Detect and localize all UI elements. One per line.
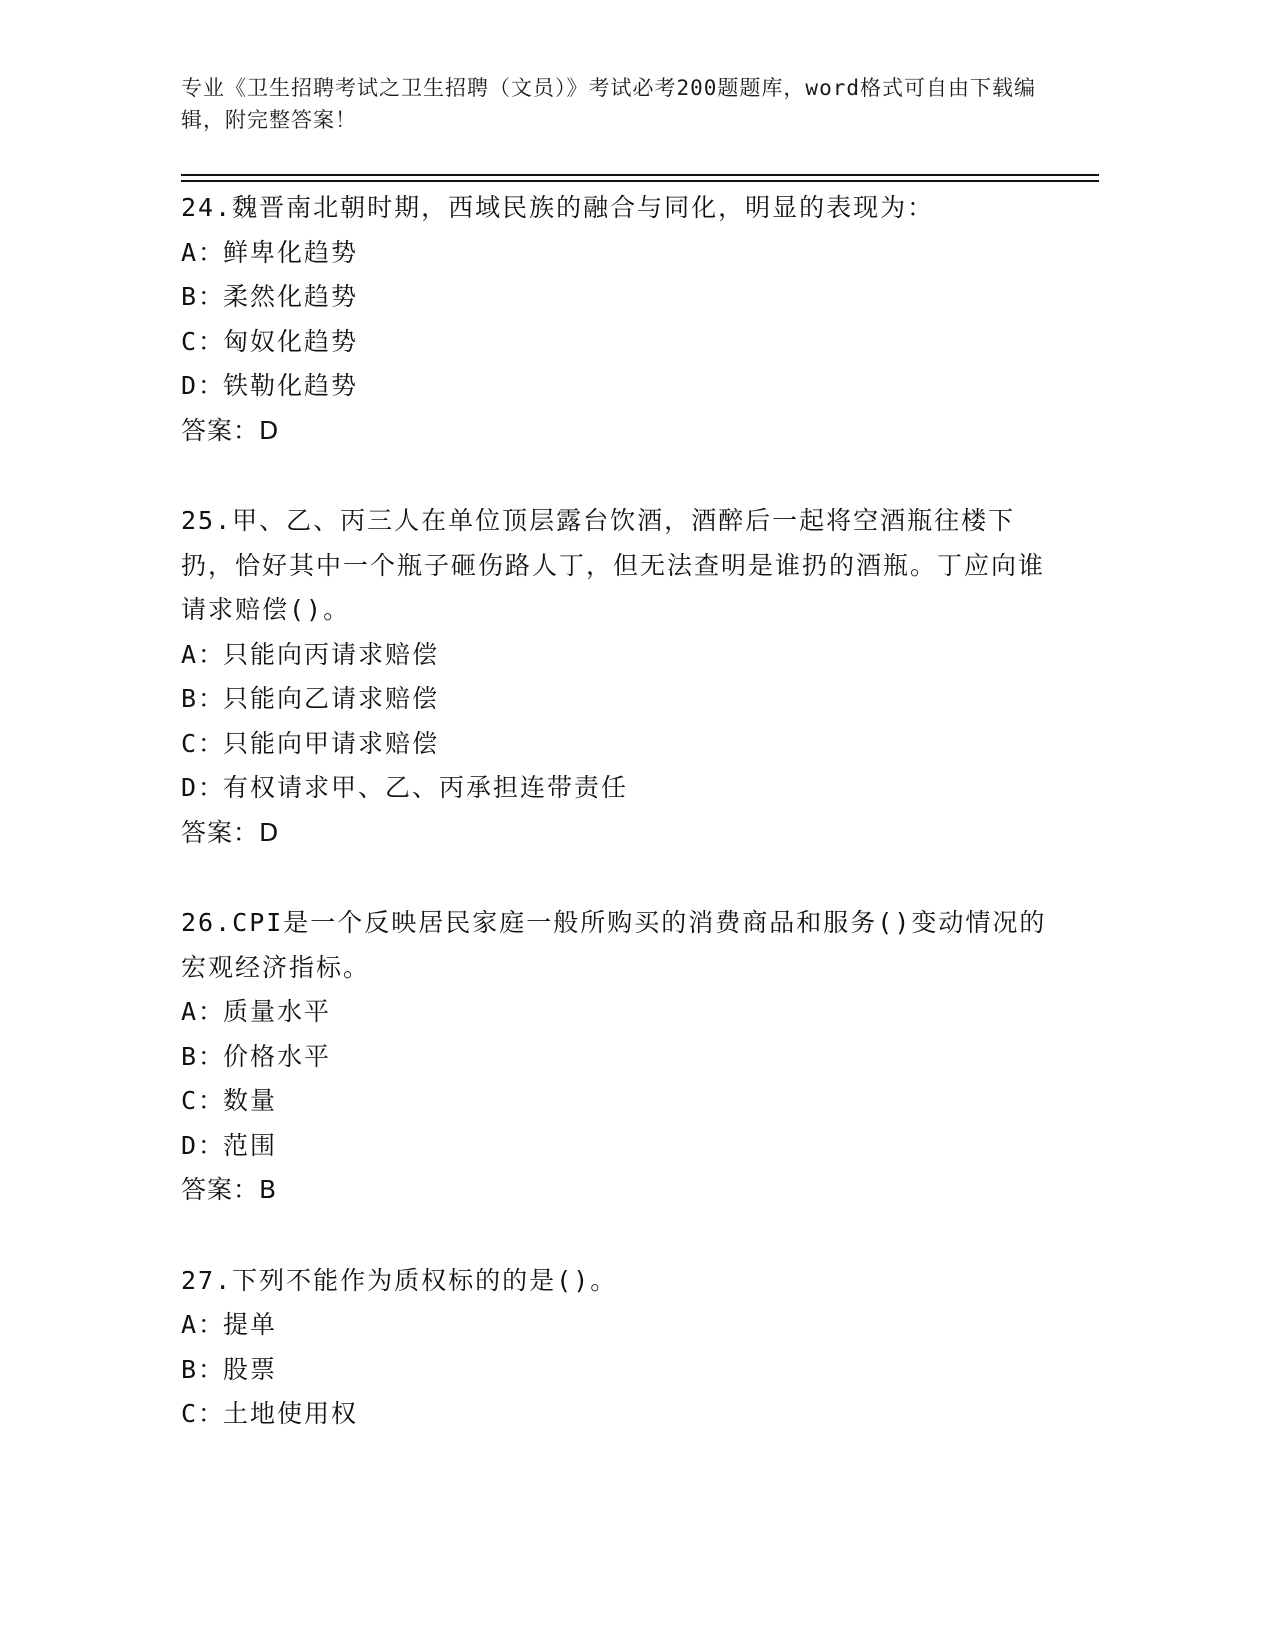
option-key: D： (181, 371, 226, 400)
question-stem: 27.下列不能作为质权标的的是()。 (181, 1265, 618, 1295)
question-stem: 24.魏晋南北朝时期，西域民族的融合与同化，明显的表现为： (181, 193, 935, 222)
option-text: 有权请求甲、乙、丙承担连带责任 (223, 773, 629, 802)
answer-line: 答案：D (181, 415, 280, 445)
option-b (181, 677, 1061, 722)
answer-line: 答案：D (181, 817, 280, 847)
option-text: 价格水平 (223, 1041, 332, 1071)
option-text: 质量水平 (223, 997, 332, 1026)
option-d (181, 1124, 1061, 1169)
option-key: B： (181, 1041, 226, 1071)
option-c (181, 1079, 1061, 1124)
option-key: B： (181, 282, 226, 311)
option-a (181, 633, 1061, 678)
option-key: B： (181, 1354, 226, 1384)
option-text: 只能向乙请求赔偿 (223, 684, 440, 713)
option-b (181, 1035, 1061, 1080)
document-intro: 专业《卫生招聘考试之卫生招聘（文员）》考试必考200题题库，word格式可自由下载编辑，附完整答案！ (181, 76, 1036, 132)
option-text: 柔然化趋势 (223, 282, 359, 311)
question-25 (181, 499, 1061, 855)
option-key: A： (181, 237, 226, 267)
option-text: 提单 (223, 1310, 278, 1339)
option-key: B： (181, 684, 226, 713)
option-c (181, 722, 1061, 767)
option-key: C： (181, 1399, 226, 1428)
option-text: 匈奴化趋势 (223, 326, 359, 356)
option-key: C： (181, 1086, 226, 1115)
option-d (181, 766, 1061, 811)
option-key: D： (181, 773, 226, 802)
option-text: 土地使用权 (223, 1399, 359, 1428)
option-key: C： (181, 326, 226, 356)
question-stem: 26.CPI是一个反映居民家庭一般所购买的消费商品和服务()变动情况的宏观经济指标。 (181, 908, 1047, 982)
header-divider-top (181, 174, 1099, 176)
option-c (181, 320, 1061, 365)
option-a (181, 1303, 1061, 1348)
option-a (181, 990, 1061, 1035)
question-26 (181, 901, 1061, 1213)
option-text: 鲜卑化趋势 (223, 237, 359, 267)
question-list (181, 186, 1061, 1437)
option-text: 只能向丙请求赔偿 (223, 639, 440, 669)
option-a (181, 231, 1061, 276)
option-key: A： (181, 639, 226, 669)
option-key: D： (181, 1130, 226, 1160)
option-text: 数量 (223, 1086, 278, 1115)
option-d (181, 364, 1061, 409)
option-text: 铁勒化趋势 (223, 371, 359, 400)
question-24 (181, 186, 1061, 453)
option-key: A： (181, 1310, 226, 1339)
question-stem: 25.甲、乙、丙三人在单位顶层露台饮酒，酒醉后一起将空酒瓶往楼下扔，恰好其中一个瓶子砸伤路人丁，但无法查明是谁扔的酒瓶。丁应向谁请求赔偿()。 (181, 506, 1046, 624)
option-text: 范围 (223, 1130, 278, 1160)
option-b (181, 275, 1061, 320)
option-key: A： (181, 997, 226, 1026)
question-27 (181, 1259, 1061, 1437)
answer-line: 答案：B (181, 1175, 278, 1204)
option-c (181, 1392, 1061, 1437)
option-text: 股票 (223, 1354, 278, 1384)
option-b (181, 1348, 1061, 1393)
option-text: 只能向甲请求赔偿 (223, 728, 440, 758)
option-key: C： (181, 728, 226, 758)
header-divider-bottom (181, 180, 1099, 182)
